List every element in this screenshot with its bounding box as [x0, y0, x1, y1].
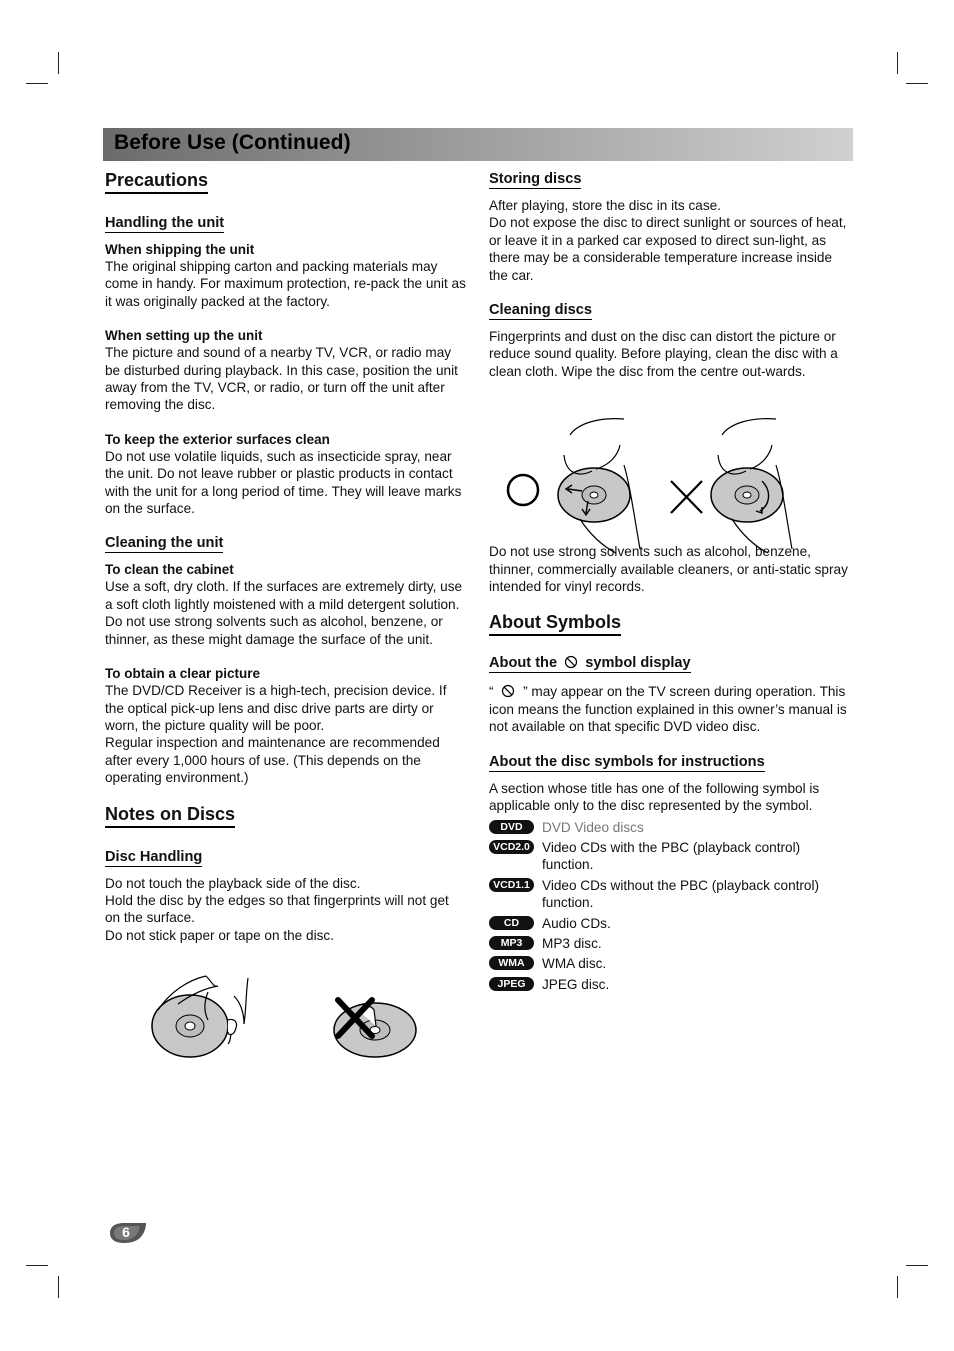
symbol-display-heading-post: symbol display — [585, 655, 691, 672]
disc-handling-heading: Disc Handling — [105, 848, 203, 865]
disc-handling-text-2: Hold the disc by the edges so that fingerprints will not get on the surface. — [105, 892, 449, 926]
symbol-row-vcd11 — [489, 877, 849, 912]
symbol-desc: Video CDs with the PBC (playback control) function. — [542, 839, 801, 873]
cabinet-subheading: To clean the cabinet — [105, 562, 234, 578]
symbol-row-mp3 — [489, 935, 849, 952]
picture-text-2: Regular inspection and maintenance are recommended after every 1,000 hours of use. (This depends on the operating environment.) — [105, 735, 440, 786]
precautions-heading: Precautions — [105, 170, 208, 194]
quote-open: “ — [489, 684, 494, 700]
disc-symbols-text: A section whose title has one of the following symbol is applicable only to the disc represented by the symbol. — [489, 780, 820, 814]
picture-subheading: To obtain a clear picture — [105, 666, 261, 682]
notes-on-discs-heading: Notes on Discs — [105, 804, 235, 828]
symbol-desc: Video CDs without the PBC (playback control) function. — [542, 877, 820, 911]
prohibited-icon — [501, 684, 515, 698]
crop-mark — [26, 1265, 48, 1266]
crop-mark — [897, 1276, 898, 1298]
setting-subheading: When setting up the unit — [105, 328, 263, 344]
storing-discs-heading: Storing discs — [489, 171, 582, 187]
vcd11-badge: VCD1.1 — [489, 878, 534, 892]
exterior-subheading: To keep the exterior surfaces clean — [105, 431, 330, 447]
jpeg-badge: JPEG — [489, 977, 534, 991]
title-banner — [103, 128, 853, 161]
shipping-text: The original shipping carton and packing materials may come in handy. For maximum protection, re-pack the unit as it was originally packed at the factory. — [105, 259, 466, 309]
cabinet-text: Use a soft, dry cloth. If the surfaces are extremely dirty, use a soft cloth lightly moistened with a mild detergent solution. Do not use strong solvents such as alcohol, benzene, or thinner, as these might damage the surface of the unit. — [105, 579, 463, 647]
setting-text: The picture and sound of a nearby TV, VCR, or radio may be disturbed during playback. In this case, position the unit away from the TV, VCR, or radio, or turn off the unit after removing the disc. — [105, 345, 458, 413]
disc-cleaning-illustration — [500, 415, 800, 557]
correct-mark-icon — [508, 475, 538, 505]
page-number-text: 6 — [122, 1224, 130, 1240]
symbol-display-text — [489, 683, 849, 735]
crop-mark — [26, 83, 48, 84]
about-symbols-heading: About Symbols — [489, 612, 621, 636]
symbol-row-dvd — [489, 819, 849, 836]
picture-text-1: The DVD/CD Receiver is a high-tech, precision device. If the optical pick-up lens and disc drive parts are dirty or worn, the picture quality will be poor. — [105, 683, 447, 733]
symbol-desc: WMA disc. — [542, 956, 607, 972]
shipping-subheading: When shipping the unit — [105, 242, 255, 257]
symbol-display-description: ” may appear on the TV screen during operation. This icon means the function explained in this owner’s manual is not available on that specific DVD video disc. — [489, 684, 847, 735]
symbol-desc: MP3 disc. — [542, 935, 602, 951]
storing-text-1: After playing, store the disc in its case. — [489, 198, 721, 213]
symbol-desc: JPEG disc. — [542, 976, 610, 992]
cd-badge: CD — [489, 916, 534, 930]
symbol-row-cd — [489, 915, 849, 932]
solvents-text: Do not use strong solvents such as alcohol, benzene, thinner, commercially available cleaners, or anti-static spray intended for vinyl records. — [489, 544, 848, 595]
crop-mark — [906, 1265, 928, 1266]
disc-symbols-heading: About the disc symbols for instructions — [489, 753, 765, 770]
symbol-display-heading — [489, 655, 691, 673]
page-number — [106, 1222, 146, 1244]
page-title: Before Use (Continued) — [114, 131, 351, 154]
cleaning-discs-heading: Cleaning discs — [489, 302, 592, 319]
left-column — [105, 170, 467, 944]
symbol-row-wma — [489, 955, 849, 972]
crop-mark — [906, 83, 928, 84]
prohibited-icon — [564, 655, 578, 669]
symbol-row-jpeg — [489, 976, 849, 993]
cleaning-discs-text: Fingerprints and dust on the disc can distort the picture or reduce sound quality. Before playing, clean the disc with a clean cloth. Wipe the disc from the centre out-wards. — [489, 329, 838, 379]
symbol-desc: Audio CDs. — [542, 915, 611, 931]
right-column — [489, 170, 849, 996]
mp3-badge: MP3 — [489, 936, 534, 950]
disc-hold-wrong-illustration — [330, 992, 420, 1062]
wma-badge: WMA — [489, 956, 534, 970]
symbol-row-vcd20 — [489, 839, 849, 874]
cleaning-unit-heading: Cleaning the unit — [105, 535, 224, 552]
exterior-text: Do not use volatile liquids, such as insecticide spray, near the unit. Do not leave rubber or plastic products in contact with the unit for a long period of time. They will leave marks on the surface. — [105, 448, 462, 517]
disc-handling-text-3: Do not stick paper or tape on the disc. — [105, 927, 334, 943]
disc-handling-text-1: Do not touch the playback side of the disc. — [105, 875, 361, 891]
crop-mark — [58, 52, 59, 74]
storing-text-2: Do not expose the disc to direct sunlight or sources of heat, or leave it in a parked car exposed to direct sun-light, as there may be a considerable temperature increase inside the car. — [489, 215, 847, 283]
dvd-badge: DVD — [489, 820, 534, 834]
crop-mark — [897, 52, 898, 74]
handling-unit-heading: Handling the unit — [105, 215, 225, 231]
symbol-display-heading-pre: About the — [489, 655, 558, 672]
disc-hold-correct-illustration — [148, 972, 258, 1064]
vcd20-badge: VCD2.0 — [489, 840, 534, 854]
symbol-desc: DVD Video discs — [542, 819, 644, 835]
crop-mark — [58, 1276, 59, 1298]
